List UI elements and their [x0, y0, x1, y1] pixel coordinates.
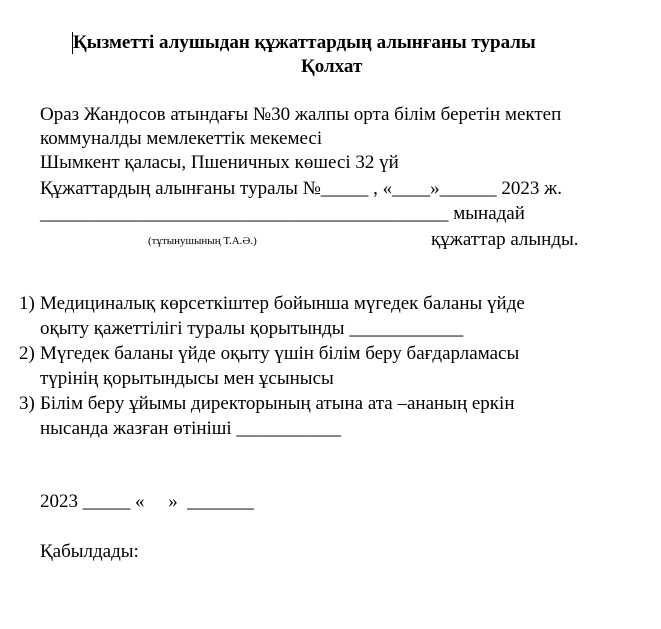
document-item-number: 3)	[19, 393, 35, 414]
page-subtitle: Қолхат	[301, 56, 363, 77]
organization-name-line1: Ораз Жандосов атындағы №30 жалпы орта білім беретін мектеп	[40, 104, 562, 125]
document-item-number: 2)	[19, 343, 35, 364]
receipt-number-line: Құжаттардың алынғаны туралы №_____ , «____»______ 2023 ж.	[40, 178, 562, 199]
organization-address: Шымкент қаласы, Пшеничных көшесі 32 үй	[40, 152, 399, 173]
document-item-number: 1)	[19, 293, 35, 314]
recipient-name-caption: (тұтынушының Т.А.Ә.)	[148, 235, 257, 247]
document-item-text: түрінің қорытындысы мен ұсынысы	[40, 368, 334, 389]
document-item-text: Мүгедек баланы үйде оқыту үшін білім беру бағдарламасы	[40, 343, 520, 364]
accepted-by-label: Қабылдады:	[40, 541, 139, 562]
documents-received-text: құжаттар алынды.	[431, 229, 579, 250]
page-title: Қызметті алушыдан құжаттардың алынғаны туралы	[73, 32, 536, 53]
document-item-text: оқыту қажеттілігі туралы қорытынды ____________	[40, 318, 464, 339]
signature-date-line: 2023 _____ « » _______	[40, 491, 254, 512]
document-item-text: Медициналық көрсеткіштер бойынша мүгедек баланы үйде	[40, 293, 525, 314]
organization-name-line2: коммуналды мемлекеттік мекемесі	[40, 128, 323, 149]
document-item-text: нысанда жазған өтініші ___________	[40, 418, 341, 439]
document-item-text: Білім беру ұйымы директорының атына ата –ананың еркін	[40, 393, 515, 414]
recipient-name-line: ___________________________________________ мынадай	[40, 203, 525, 224]
